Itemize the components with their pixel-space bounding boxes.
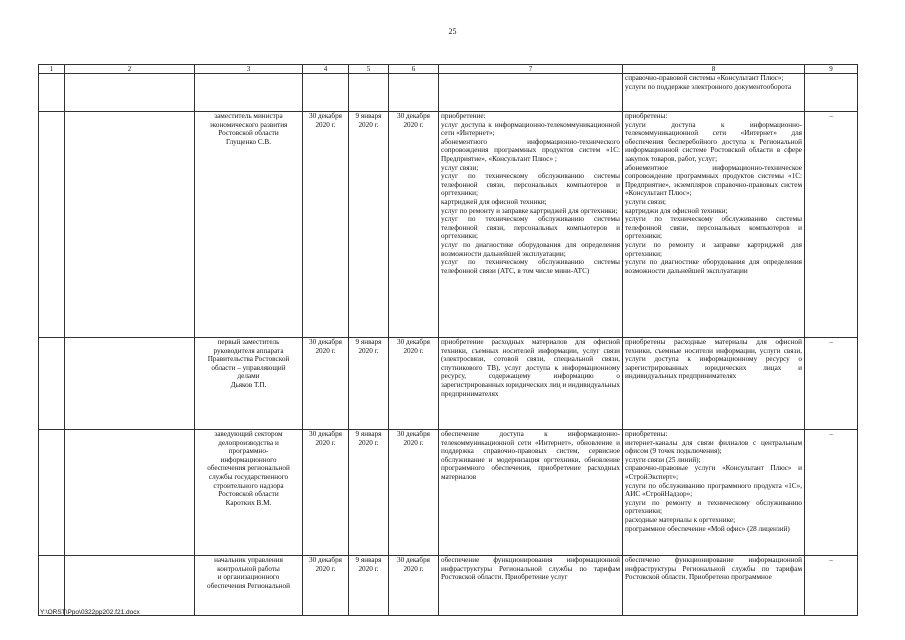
cell-line: контрольной работы	[217, 564, 280, 573]
cell-official	[195, 112, 303, 338]
cell-line: услуг по техническому обслуживанию системы телефонной связи, персональных компьютеров и оргтехники;	[441, 215, 620, 241]
cell-date-col5: 9 января 2020 г.	[349, 338, 389, 430]
cell-official	[195, 556, 303, 616]
cell-line: заместитель министра	[214, 112, 283, 120]
cell-line: услуги по ремонту и заправке картриджей для оргтехники;	[625, 240, 802, 258]
cell-line: приобретены:	[625, 430, 668, 438]
cell-line: делами	[237, 372, 260, 381]
cell-line: Ростовской области	[218, 129, 279, 138]
cell-date-col6: 30 декабря 2020 г.	[389, 112, 439, 338]
cell-date-col4: 30 декабря 2020 г.	[303, 430, 349, 556]
cell-planned	[439, 430, 623, 556]
table-row	[39, 74, 858, 112]
cell-date-col5: 9 января 2020 г.	[349, 556, 389, 616]
cell-date-col5: 9 января 2020 г.	[349, 430, 389, 556]
cell-col2	[65, 430, 195, 556]
cell-line: приобретение расходных материалов для офисной техники, съемных носителей информации, услуг связи (электросвязи, сотовой связи, специальной связи, спутникового ТВ), услуг доступа к информационному ресурсу, содержащему информацию о зарегистрированных юридических лиц и индивидуальных предпринимателях	[441, 338, 620, 398]
cell-line: приобретение:	[441, 112, 486, 120]
cell-date-col6	[389, 74, 439, 112]
cell-date-col6: 30 декабря 2020 г.	[389, 556, 439, 616]
cell-line: расходные материалы к оргтехнике;	[625, 515, 736, 524]
cell-line: услуг по техническому обслуживанию системы телефонной связи, персональных компьютеров и оргтехники;	[441, 172, 620, 198]
cell-col2	[65, 74, 195, 112]
cell-planned	[439, 112, 623, 338]
cell-result	[623, 74, 805, 112]
cell-line: и организационного	[217, 573, 280, 582]
cell-line: Каротких В.М.	[225, 498, 272, 507]
cell-line: информационного	[220, 455, 277, 464]
cell-line: услуг по техническому обслуживанию системы телефонной связи (АТС, в том числе мини-АТС)	[441, 258, 620, 275]
cell-line: абонементного информационно-технического сопровождения программных продуктов систем «1С: Предприятие», «Консультант Плюс» ;	[441, 137, 620, 163]
cell-line: службы государственного	[208, 472, 289, 481]
page-number: 25	[448, 27, 457, 36]
cell-line: программно-	[228, 447, 269, 456]
cell-date-col6: 30 декабря 2020 г.	[389, 430, 439, 556]
cell-line: услуг по диагностике оборудования для определения возможности дальнейшей эксплуатации;	[441, 240, 620, 258]
cell-line: картриджей для офисной техники;	[441, 197, 547, 206]
cell-line: обеспечение функционирования информационной инфраструктуры Региональной службы по тарифам Ростовской области. Приобретение услуг	[441, 556, 620, 582]
header-cell: 7	[439, 65, 623, 74]
cell-line: обеспечения Региональной	[207, 581, 290, 590]
cell-note: –	[805, 556, 858, 616]
cell-line: руководителя аппарата	[213, 346, 284, 355]
cell-col1	[39, 556, 65, 616]
cell-note	[805, 74, 858, 112]
header-cell: 4	[303, 65, 349, 74]
cell-line: области – управляющий	[211, 363, 286, 372]
cell-official	[195, 338, 303, 430]
cell-result	[623, 430, 805, 556]
cell-line: справочно-правовые услуги «Консультант Плюс» и «СтройЭксперт»;	[625, 464, 802, 481]
file-path-footer: Y:\ORST\Ppo\0322pp202.f21.docx	[40, 609, 140, 616]
header-cell: 5	[349, 65, 389, 74]
cell-line: обеспечения региональной	[207, 464, 290, 473]
cell-line: картриджи для офисной техники;	[625, 206, 728, 215]
cell-line: услуги связи;	[625, 197, 667, 206]
header-cell: 8	[623, 65, 805, 74]
cell-date-col4: 30 декабря 2020 г.	[303, 556, 349, 616]
cell-official	[195, 74, 303, 112]
cell-line: услуги по диагностике оборудования для определения возможности дальнейшей эксплуатации	[625, 258, 802, 275]
cell-planned	[439, 338, 623, 430]
cell-line: услуги связи (25 линий);	[625, 455, 701, 464]
cell-line: услуг доступа к информационно-телекоммуникационной сети «Интернет»;	[441, 120, 620, 138]
cell-line: Дьяков Т.П.	[230, 380, 267, 389]
cell-line: услуги по поддержке электронного документооборота	[625, 82, 792, 91]
cell-result	[623, 338, 805, 430]
cell-line: услуги доступа к информационно-телекоммуникационной сети «Интернет» для обеспечения бесперебойного доступа к Региональной информационной системе Ростовской области в сфере закупок товаров, работ, услуг;	[625, 120, 802, 163]
cell-line: строительного надзора	[213, 481, 284, 490]
cell-planned	[439, 74, 623, 112]
table-row	[39, 430, 858, 556]
cell-line: услуг связи;	[441, 163, 479, 172]
cell-date-col5: 9 января 2020 г.	[349, 112, 389, 338]
cell-line: экономического развития	[209, 120, 288, 129]
cell-line: услуги по техническому обслуживанию системы телефонной связи, персональных компьютеров и оргтехники;	[625, 215, 802, 241]
cell-line: абонементное информационно-техническое сопровождение программных продуктов системы «1С: Предприятие», экземпляров справочно-правовых систем «Консультант Плюс»;	[625, 163, 802, 198]
cell-line: первый заместитель	[217, 338, 280, 346]
cell-col2	[65, 112, 195, 338]
cell-official	[195, 430, 303, 556]
cell-planned	[439, 556, 623, 616]
cell-note: –	[805, 338, 858, 430]
cell-line: начальник управления	[214, 556, 283, 564]
cell-line: заведующий сектором	[214, 430, 283, 438]
cell-line: делопроизводства и	[218, 438, 279, 447]
cell-note: –	[805, 430, 858, 556]
cell-line: обеспечение доступа к информационно-телекоммуникационной сети «Интернет», обновление и поддержка справочно-правовых систем, сервисное обслуживание и модернизация оргтехники, обновление программного обеспечения, приобретение расходных материалов	[441, 430, 620, 481]
header-cell: 6	[389, 65, 439, 74]
header-cell: 3	[195, 65, 303, 74]
column-number-row	[39, 65, 858, 74]
cell-col1	[39, 112, 65, 338]
cell-line: приобретены расходные материалы для офисной техники, съемные носители информации, услуги связи, услуги доступа к информационному ресурсу о зарегистрированных юридических лицах и индивидуальных предпринимателях	[625, 338, 802, 381]
report-table	[38, 64, 858, 616]
cell-result	[623, 556, 805, 616]
cell-note: –	[805, 112, 858, 338]
cell-line: Ростовской области	[218, 490, 279, 499]
cell-line: услуги по ремонту и техническому обслуживанию оргтехники;	[625, 498, 802, 516]
cell-date-col4: 30 декабря 2020 г.	[303, 338, 349, 430]
cell-date-col6: 30 декабря 2020 г.	[389, 338, 439, 430]
table-row	[39, 112, 858, 338]
header-cell: 1	[39, 65, 65, 74]
cell-line: Глущенко С.В.	[225, 137, 272, 146]
cell-line: справочно-правовой системы «Консультант Плюс»;	[625, 74, 784, 82]
cell-date-col4: 30 декабря 2020 г.	[303, 112, 349, 338]
cell-col2	[65, 338, 195, 430]
cell-line: услуги по обслуживанию программного продукта «1С», АИС «СтройНадзор»;	[625, 481, 802, 499]
cell-line: услуг по ремонту и заправке картриджей для оргтехники;	[441, 206, 618, 215]
table-row	[39, 556, 858, 616]
header-cell: 9	[805, 65, 858, 74]
cell-col1	[39, 430, 65, 556]
cell-line: обеспечено функционирование информационной инфраструктуры Региональной службы по тарифам Ростовской области. Приобретено программное	[625, 556, 802, 582]
cell-col2	[65, 556, 195, 616]
cell-col1	[39, 338, 65, 430]
cell-line: программное обеспечение «Мой офис» (28 лицензий)	[625, 524, 790, 533]
table-row	[39, 338, 858, 430]
cell-col1	[39, 74, 65, 112]
cell-line: интернет-каналы для связи филиалов с центральным офисом (9 точек подключения);	[625, 438, 802, 456]
cell-line: приобретены:	[625, 112, 668, 120]
cell-result	[623, 112, 805, 338]
header-cell: 2	[65, 65, 195, 74]
cell-date-col5	[349, 74, 389, 112]
cell-date-col4	[303, 74, 349, 112]
cell-line: Правительства Ростовской	[207, 355, 290, 364]
